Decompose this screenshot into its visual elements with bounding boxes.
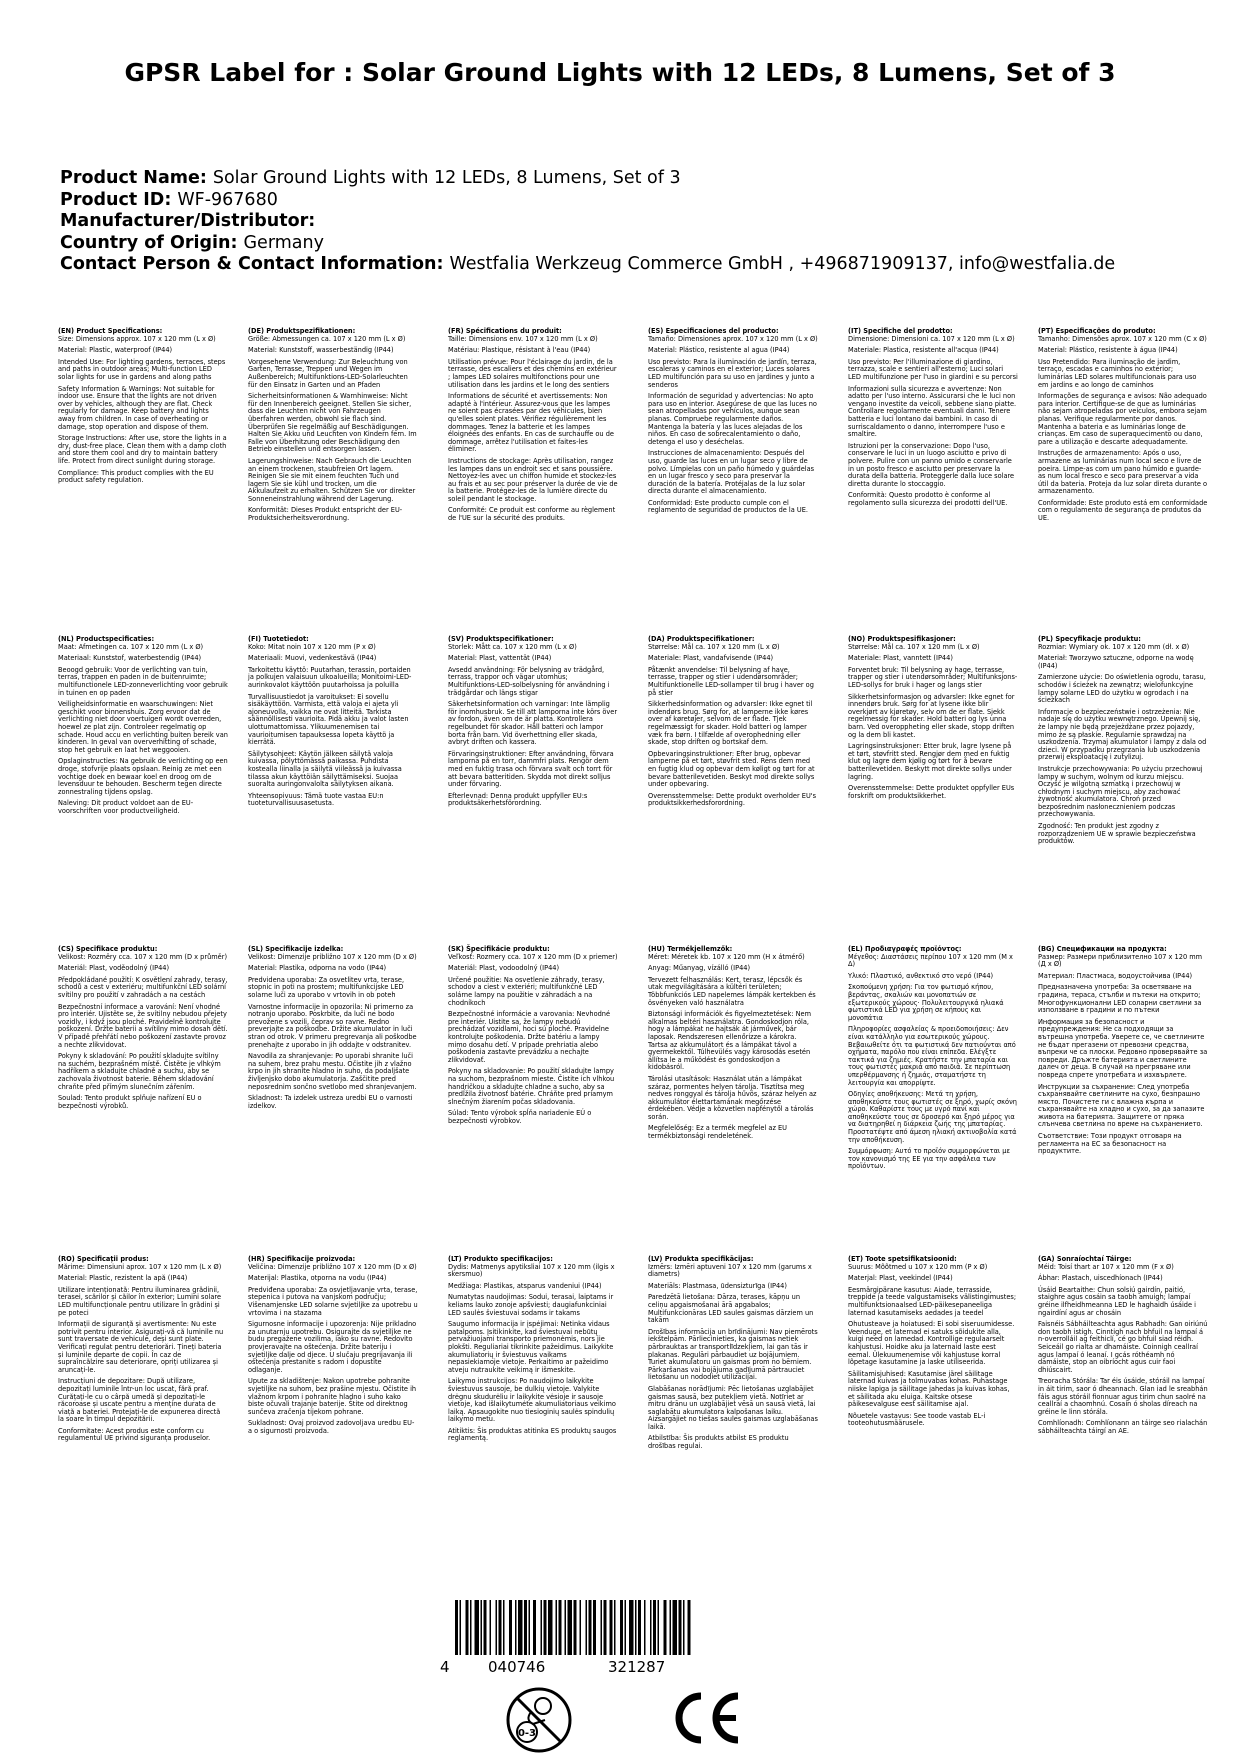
language-block-line: Treoracha Stórála: Tar éis úsáide, stóráil na lampaí in áit tirim, saor ó dheannach. Glan iad le sreabhán fáis agus stóráil fionnuar agus tirim chun saolré na ceallraí a chaomhnú. Cosain ó sholas díreach na gréine le linn stórála.: [1038, 1377, 1208, 1416]
barcode-bar: [614, 1600, 616, 1655]
language-block: [1038, 1256, 1208, 1439]
language-block-line: Πληροφορίες ασφαλείας & προειδοποιήσεις: Δεν είναι κατάλληλο για εσωτερικούς χώρους. Βεβαιωθείτε ότι τα φωτιστικά δεν πατιούνται από οχήματα, παρόλο που είναι επίπεδα. Ελέγξτε τακτικά για ζημιές. Κρατήστε την μπαταρία και τους φωτιστές μακριά από παιδιά. Σε περίπτωση υπερθέρμανσης ή ζημιάς, σταματήστε τη λειτουργία και απορρίψτε.: [848, 1025, 1016, 1087]
language-block-line: Conformità: Questo prodotto è conforme al regolamento sulla sicurezza dei prodotti dell'UE.: [848, 491, 1008, 507]
language-block: [58, 946, 228, 1114]
language-block-line: Atbilstība: Šis produkts atbilst ES produktu drošības regulai.: [648, 1434, 789, 1451]
language-block-line: Materiał: Tworzywo sztuczne, odporne na wodę (IP44): [1038, 654, 1194, 670]
barcode-bar: [635, 1600, 637, 1655]
document-title: GPSR Label for : Solar Ground Lights with 12 LEDs, 8 Lumens, Set of 3: [124, 58, 1116, 87]
barcode-bar: [683, 1600, 685, 1655]
language-block-heading: (BG) Спецификации на продукта:: [1038, 945, 1167, 953]
language-block-line: Materiale: Plast, vandafvisende (IP44): [648, 654, 774, 663]
language-block-line: Bezpečnostní informace a varování: Není vhodné pro interiér. Ujistěte se, že svítilny nebudou přejety vozidly, i když jsou ploché. Pravidelně kontrolujte poškození. Držte baterii a svítilny mimo dosah dětí. V případě přehřátí nebo poškození zastavte provoz a nechte zlikvidovat.: [58, 1002, 228, 1049]
barcode-bar: [518, 1600, 523, 1655]
language-block-line: Tarkoitettu käyttö: Puutarhan, terassin, portaiden ja polkujen valaisuun ulkoalueilla; Monitoimi-LED-aurinkovalot käyttöön puutarhoissa ja poluilla: [248, 665, 412, 689]
language-block-line: Méid: Toisí thart ar 107 x 120 mm (F x Ø): [1038, 1262, 1174, 1271]
barcode-bar: [568, 1600, 573, 1655]
language-block-line: Предназначена употреба: За осветяване на градина, тераса, стълби и пътеки на открито; Многофункционални LED соларни светлини за използване в градини и по пътеки: [1038, 983, 1202, 1015]
language-block: [448, 946, 618, 1129]
barcode-bar: [509, 1600, 512, 1655]
language-block-heading: (FR) Spécifications du produit:: [448, 327, 562, 335]
ce-mark-icon: [668, 1688, 744, 1748]
language-block-line: Säkerhetsinformation och varningar: Inte lämplig för inomhusbruk. Se till att lamporna inte körs över av fordon, även om de är platta. Kontrollera regelbundet för skador. Håll batteri och lampor borta från barn. Vid överhettning eller skada, avbryt driften och kassera.: [448, 700, 618, 747]
language-block: [848, 946, 1018, 1175]
origin-value: Germany: [243, 232, 324, 253]
product-id-label: Product ID:: [60, 189, 172, 210]
manufacturer-label: Manufacturer/Distributor:: [60, 211, 316, 231]
language-block-line: Súlad: Tento výrobok spĺňa nariadenie EÚ o bezpečnosti výrobkov.: [448, 1109, 592, 1125]
language-block-line: Comhlíonadh: Comhlíonann an táirge seo rialachán sábháilteachta táirgí an AE.: [1038, 1419, 1208, 1435]
barcode-bar: [679, 1600, 682, 1655]
language-block-line: Glabāšanas norādījumi: Pēc lietošanas uzglabājiet gaismas sausā, bez putekļiem vietā. Notīriet ar mitru drānu un uzglabājiet vēsā un sausā vietā, lai saglabātu akumulatora kalpošanas laiku. Aizsargājiet no tiešas saules gaismas uzglabāšanas laikā.: [648, 1384, 818, 1431]
language-block-line: Materiál: Plast, vodoodolný (IP44): [448, 964, 560, 973]
barcode-bar: [548, 1600, 553, 1655]
language-block-heading: (SL) Specifikacije izdelka:: [248, 945, 344, 953]
language-block-line: Izmērs: Izmēri aptuveni 107 x 120 mm (garums x diametrs): [648, 1262, 812, 1279]
language-block-line: Maat: Afmetingen ca. 107 x 120 mm (L x Ø): [58, 642, 204, 651]
language-block-line: Overensstemmelse: Dette produkt overholder EU's produktsikkerhedsforordning.: [648, 791, 817, 808]
barcode-bar: [653, 1600, 656, 1655]
barcode-bar: [593, 1600, 596, 1655]
language-block-line: Vorgesehene Verwendung: Zur Beleuchtung von Garten, Terrasse, Treppen und Wegen im Außenbereich; Multifunktions-LED-Solarleuchten für den Einsatz in Garten und an Pfaden: [248, 357, 408, 389]
barcode-bar: [589, 1600, 592, 1655]
language-block-line: Instructions de stockage: Après utilisation, rangez les lampes dans un endroit sec et sans poussière. Nettoyez-les avec un chiffon humide et stockez-les au frais et au sec pour préserver la durée de vie de la batterie. Protégez-les de la lumière directe du soleil pendant le stockage.: [448, 456, 618, 503]
language-block: [58, 636, 228, 819]
language-block: [1038, 636, 1208, 850]
language-block-line: Storage Instructions: After use, store the lights in a dry, dust-free place. Clean them with a damp cloth and store them cool and dry to maintain battery life. Protect from direct sunlight during storage.: [58, 434, 227, 465]
origin-row: [60, 233, 1180, 255]
language-block-line: Ábhar: Plastach, uiscedhíonach (IP44): [1038, 1274, 1163, 1283]
barcode-digits-right: 321287: [608, 1658, 666, 1676]
language-block: [848, 328, 1018, 511]
language-block: [448, 328, 618, 527]
language-block: [1038, 946, 1208, 1160]
language-block: [848, 636, 1018, 804]
language-block-line: Съответствие: Този продукт отговаря на регламента на ЕС за безопасност на продуктите.: [1038, 1132, 1182, 1156]
barcode-bar: [460, 1600, 462, 1655]
product-name-label: Product Name:: [60, 168, 207, 188]
language-block-line: Beoogd gebruik: Voor de verlichting van tuin, terras, trappen en paden in de buitenruimte; multifunctionele LED-zonneverlichting voor gebruik in tuinen en op paden: [58, 665, 228, 697]
language-block-line: Předpokládané použití: K osvětlení zahrady, terasy, schodů a cest v exteriéru; multifunkční LED solární svítilny pro použití v zahradách a na cestách: [58, 975, 228, 999]
language-block-line: Instrukcje przechowywania: Po użyciu przechowuj lampy w suchym, wolnym od kurzu miejscu. Oczyść je wilgotną szmatką i przechowuj w chłodnym i suchym miejscu, aby zachować żywotność akumulatora. Chroń przed bezpośrednim nasłonecznieniem podczas przechowywania.: [1038, 764, 1203, 819]
language-block-line: Numatytas naudojimas: Sodui, terasai, laiptams ir keliams lauko zonoje apšviesti; daugiafunkciniai LED saulės šviestuvai sodams ir takams: [448, 1293, 614, 1317]
language-block-line: Matériau: Plastique, résistant à l'eau (IP44): [448, 346, 591, 355]
language-block-line: Rozmiar: Wymiary ok. 107 x 120 mm (dł. x Ø): [1038, 642, 1190, 651]
language-block: [248, 636, 418, 812]
language-block-line: Materijal: Plastika, otporna na vodu (IP44): [248, 1274, 387, 1283]
language-block-line: Påtænkt anvendelse: Til belysning af have, terrasse, trapper og stier i udendørsområder; Multifunktionelle LED-sollamper til brug i haver og på stier: [648, 665, 814, 697]
language-block: [848, 1256, 1018, 1432]
language-block-line: Informações de segurança e avisos: Não adequado para interior. Certifique-se de que as luminárias não sejam atropeladas por veículos, embora sejam planas. Verifique regularmente por danos. Mantenha a bateria e as luminárias longe de crianças. Em caso de superaquecimento ou dano, pare a utilização e descarte adequadamente.: [1038, 392, 1207, 446]
language-block-heading: (ET) Toote spetsifikatsioonid:: [848, 1255, 957, 1263]
origin-label: Country of Origin:: [60, 232, 238, 253]
language-block-line: Intended Use: For lighting gardens, terraces, steps and paths in outdoor areas; Multi-function LED solar lights for use in gardens and along paths: [58, 357, 226, 381]
language-block-heading: (FI) Tuotetiedot:: [248, 635, 309, 643]
product-info: [60, 168, 1180, 276]
language-block-line: Tárolási utasítások: Használat után a lámpákat száraz, pormentes helyen tárolja. Tisztítsa meg nedves ronggyal és tárolja hűvös, száraz helyen az akkumulátor élettartamának megőrzése érdekében. Védje a közvetlen napfénytől a tárolás során.: [648, 1074, 817, 1121]
contact-label: Contact Person & Contact Information:: [60, 254, 444, 274]
barcode-bar: [541, 1600, 543, 1655]
language-block-line: Ohutusteave ja hoiatused: Ei sobi siseruumidesse. Veenduge, et laternad ei satuks sõidukite alla, kuigi need on lamedad. Kontrollige regulaarselt kahjustusi. Hoidke aku ja laternaid laste eest eemal. Ülekuumenemise või kahjustuse korral lõpetage kasutamine ja laske utiliseerida.: [848, 1320, 1015, 1367]
language-block-line: Predvidena uporaba: Za osvetlitev vrta, terase, stopnic in poti na prostem; multifunkcijske LED solarne luči za uporabo v vrtovih in ob poteh: [248, 975, 405, 999]
language-block-line: Varnostne informacije in opozorila: Ni primerno za notranjo uporabo. Poskrbite, da luči ne bodo prevožene s vozili, čeprav so ravne. Redno preverjajte za poškodbe. Držite akumulator in luči stran od otrok. V primeru pregrevanja ali poškodbe prenehajte z uporabo in jih oddajte v odstranitev.: [248, 1002, 417, 1049]
language-block-line: Säilytysohjeet: Käytön jälkeen säilytä valoja kuivassa, pölyttömässä paikassa. Puhdista kostealla liinalla ja säilytä viileässä ja kuivassa tilassa akun käyttöiän säilyttämiseksi. Suojaa suoralta auringonvalolta säilytyksen aikana.: [248, 749, 402, 789]
language-block-line: Materiaal: Kunststof, waterbestendig (IP44): [58, 654, 202, 663]
language-block: [1038, 328, 1208, 527]
language-block-line: Utilizare intenționată: Pentru iluminarea grădinii, terasei, scărilor și căilor în exterior; Lumini solare LED multifuncționale pentru utilizare în grădini și pe poteci: [58, 1285, 222, 1317]
language-block-heading: (ES) Especificaciones del producto:: [648, 327, 779, 335]
language-block-line: Material: Kunststoff, wasserbeständig (IP44): [248, 346, 394, 355]
language-block-line: Размер: Размери приблизително 107 x 120 mm (Д x Ø): [1038, 952, 1203, 969]
language-block-line: Konformität: Dieses Produkt entspricht der EU-Produktsicherheitsverordnung.: [248, 506, 403, 523]
barcode-bar: [586, 1600, 588, 1655]
language-block-heading: (PL) Specyfikacje produktu:: [1038, 635, 1141, 643]
language-block-line: Uso previsto: Para la iluminación de jardín, terraza, escaleras y caminos en el exterior; Luces solares LED multifunción para su uso en jardines y junto a senderos: [648, 357, 817, 389]
language-block-line: Dydis: Matmenys apytiksliai 107 x 120 mm (ilgis x skersmuo): [448, 1262, 615, 1279]
language-block-line: Pokyny k skladování: Po použití skladujte svítilny na suchém, bezprašném místě. Čistěte je vlhkým hadříkem a skladujte chladně a suchu, aby se zachovala životnost baterie. Během skladování chraňte před přímým slunečním zářením.: [58, 1052, 221, 1091]
barcode-bar: [620, 1600, 623, 1655]
language-block-line: Istruzioni per la conservazione: Dopo l'uso, conservare le luci in un luogo asciutto e privo di polvere. Pulire con un panno umido e conservarle in un posto fresco e asciutto per preservare la durata della batteria. Proteggerle dalla luce solare diretta durante lo stoccaggio.: [848, 441, 1015, 488]
language-block-line: Úsáid Beartaithe: Chun solsiú gairdín, paitió, staighre agus cosáin sa taobh amuigh; lampaí gréine ilfheidhmeanna LED le haghaidh úsáide i ngairdíní agus ar chosáin: [1038, 1285, 1196, 1317]
contact-row: [60, 254, 1180, 276]
language-block-line: Material: Plástico, resistente al agua (IP44): [648, 346, 790, 355]
language-block-heading: (EL) Προδιαγραφές προϊόντος:: [848, 945, 962, 953]
barcode-bar: [524, 1600, 527, 1655]
language-block-line: Saugumo informacija ir įspėjimai: Netinka vidaus patalpoms. Įsitikinkite, kad šviestuvai nebūtų pervažiuojami transporto priemonėmis, nors jie plokšti. Reguliariai tikrinkite pažeidimus. Laikykite akumuliatorių ir šviestuvus vaikams nepasiekiamoje vietoje. Perkaitimo ar pažeidimo atveju nutraukite veikimą ir išmeskite.: [448, 1320, 614, 1374]
barcode-bar: [455, 1600, 458, 1655]
barcode: [455, 1600, 691, 1655]
language-block-line: Förvaringsinstruktioner: Efter användning, förvara lamporna på en torr, dammfri plats. Rengör dem med en fuktig trasa och förvara svalt och torrt för att bevara batteritiden. Skydda mot direkt solljus under förvaring.: [448, 749, 614, 789]
language-block-line: Turvallisuustiedot ja varoitukset: Ei sovellu sisäkäyttöön. Varmista, että valoja ei ajeta yli ajoneuvolla, vaikka ne ovat litteitä. Tarkista säännöllisesti vaurioita. Pidä akku ja valot lasten ulottumattomissa. Ylikuumenemisen tai vaurioitumisen tapauksessa lopeta käyttö ja kierrätä.: [248, 692, 409, 747]
barcode-bar: [638, 1600, 641, 1655]
language-block-heading: (LV) Produkta specifikācijas:: [648, 1255, 754, 1263]
barcode-bar: [664, 1600, 667, 1655]
language-block-line: Megfelelőség: Ez a termék megfelel az EU termékbiztonsági rendeletének.: [648, 1124, 787, 1141]
language-block-line: Nõuetele vastavus: See toode vastab EL-i tooteohutusmäärusele.: [848, 1411, 986, 1428]
barcode-bar: [688, 1600, 691, 1655]
language-block-line: Opslaginstructies: Na gebruik de verlichting op een droge, stofvrije plaats opslaan. Reinig ze met een vochtige doek en bewaar koel en droog om de levensduur te behouden. Bescherm tegen directe zonnestraling tijdens opslag.: [58, 757, 228, 796]
language-block-line: Atitiktis: Šis produktas atitinka ES produktų saugos reglamentą.: [448, 1426, 617, 1443]
barcode-bar: [496, 1600, 498, 1655]
language-block-line: Materiál: Plast, voděodolný (IP44): [58, 964, 170, 973]
language-block-line: Информация за безопасност и предупреждения: Не са подходящи за вътрешна употреба. Уверете се, че светлините не бъдат прегазени от превозни средства, въпреки че са плоски. Редовно проверявайте за повреди. Дръжте батерията и светлините далеч от деца. В случай на прегряване или повреда спрете употребата и изхвърлете.: [1038, 1017, 1208, 1079]
language-block-line: Mărime: Dimensiuni aprox. 107 x 120 mm (L x Ø): [58, 1262, 222, 1271]
manufacturer-row: [60, 211, 1180, 233]
language-block-line: Safety Information & Warnings: Not suitable for indoor use. Ensure that the lights are not driven over by vehicles, although they are flat. Check regularly for damage. Keep battery and lights away from children. In case of overheating or damage, stop operation and dispose of them.: [58, 384, 217, 431]
language-block-line: Koko: Mitat noin 107 x 120 mm (P x Ø): [248, 642, 376, 651]
language-block-line: Suurus: Mõõtmed u 107 x 120 mm (P x Ø): [848, 1262, 988, 1271]
barcode-bar: [565, 1600, 567, 1655]
language-block: [248, 1256, 418, 1439]
barcode-bar: [475, 1600, 480, 1655]
barcode-bar: [481, 1600, 483, 1655]
language-block-line: Skladnost: Ta izdelek ustreza uredbi EU o varnosti izdelkov.: [248, 1094, 413, 1110]
barcode-bar: [673, 1600, 678, 1655]
language-block-line: Size: Dimensions approx. 107 x 120 mm (L x Ø): [58, 334, 216, 343]
barcode-bar: [644, 1600, 646, 1655]
language-block-line: Størrelse: Mål ca. 107 x 120 mm (L x Ø): [648, 642, 780, 651]
language-block-line: Συμμόρφωση: Αυτό το προϊόν συμμορφώνεται με τον κανονισμό της ΕΕ για την ασφάλεια των προϊόντων.: [848, 1147, 1011, 1171]
language-block-line: Größe: Abmessungen ca. 107 x 120 mm (L x Ø): [248, 334, 406, 343]
language-block-line: Informacje o bezpieczeństwie i ostrzeżenia: Nie nadaje się do użytku wewnętrznego. Upewnij się, że lampy nie będą przejeżdżane przez pojazdy, mimo że są płaskie. Regularnie sprawdzaj na uszkodzenia. Trzymaj akumulator i lampy z dala od dzieci. W przypadku przegrzania lub uszkodzenia przerwij eksploatację i zutylizuj.: [1038, 707, 1207, 762]
language-block-line: Velikost: Dimenzije približno 107 x 120 mm (D x Ø): [248, 952, 417, 961]
language-block-line: Veľkosť: Rozmery cca. 107 x 120 mm (D x priemer): [448, 952, 618, 961]
barcode-bar: [470, 1600, 472, 1655]
language-block-heading: (PT) Especificações do produto:: [1038, 327, 1156, 335]
language-block-line: Materiale: Plastica, resistente all'acqua (IP44): [848, 346, 999, 355]
language-block-heading: (DE) Produktspezifikationen:: [248, 327, 356, 335]
product-name-value: Solar Ground Lights with 12 LEDs, 8 Lumens, Set of 3: [212, 168, 681, 188]
language-block: [448, 636, 618, 812]
product-id-value: WF-967680: [177, 189, 278, 210]
language-block-line: Uso Pretendido: Para iluminação de jardim, terraço, escadas e caminhos no exterior; luminárias LED solares multifuncionais para uso em jardins e ao longo de caminhos: [1038, 357, 1197, 389]
language-block-line: Compliance: This product complies with the EU product safety regulation.: [58, 468, 214, 485]
language-block-line: Paredzētā lietošana: Dārza, terases, kāpņu un celiņu apgaismošanai ārā apgabalos; Multifunkcionāras LED saules gaismas dārziem un takām: [648, 1293, 814, 1325]
language-block: [648, 946, 818, 1145]
language-block-line: Material: Plast, vattentät (IP44): [448, 654, 552, 663]
language-block-line: Yhteensopivuus: Tämä tuote vastaa EU:n tuoteturvallisuusasetusta.: [248, 791, 384, 808]
language-block-line: Opbevaringsinstruktioner: Efter brug, opbevar lamperne på et tørt, støvfrit sted. Rens dem med en fugtig klud og opbevar dem køligt og tørt for at bevare batterilevetiden. Beskyt mod direkte sollys under opbevaring.: [648, 749, 815, 789]
language-block-line: Forventet bruk: Til belysning av hage, terrasse, trapper og stier i utendørsområder; Multifunksjons-LED-sollys for bruk i hager og langs stier: [848, 665, 1018, 689]
barcode-bar: [503, 1600, 505, 1655]
language-block-line: Soulad: Tento produkt splňuje nařízení EU o bezpečnosti výrobků.: [58, 1094, 202, 1110]
language-block-line: Faisnéis Sábháilteachta agus Rabhadh: Gan oiriúnú don taobh istigh. Cinntigh nach bhfuil na lampaí á n-overrolláil ag feithiclí, cé go bhfuil siad réidh. Seiceáil go rialta ar dhamáiste. Coinnigh ceallraí agus lampaí ó leanaí. I gcás róthéamh nó damáiste, stop an oibríocht agus cuir faoi dhiúscairt.: [1038, 1320, 1208, 1374]
language-block: [648, 328, 818, 519]
product-id-row: [60, 190, 1180, 212]
language-block-line: Conformidade: Este produto está em conformidade com o regulamento de segurança de produtos da UE.: [1038, 498, 1208, 523]
language-block-line: Instrucțiuni de depozitare: După utilizare, depozitați luminile într-un loc uscat, fără praf. Curățați-le cu o cârpă umedă și depozitați-le răcoroase și uscate pentru a menține durata de viață a bateriei. Protejați-le de expunerea directă la soare în timpul depozitării.: [58, 1377, 221, 1424]
language-block-line: Conformité: Ce produit est conforme au règlement de l'UE sur la sécurité des produits.: [448, 506, 616, 523]
language-block-heading: (RO) Specificații produs:: [58, 1255, 149, 1263]
barcode-bar: [601, 1600, 603, 1655]
language-block-line: Instrucciones de almacenamiento: Después del uso, guarde las luces en un lugar seco y libre de polvo. Límpielas con un paño húmedo y guárdelas en un lugar fresco y seco para preservar la duración de la batería. Protéjalas de la luz solar directa durante el almacenamiento.: [648, 449, 815, 496]
language-block-line: Bezpečnostné informácie a varovania: Nevhodné pre interiér. Uistite sa, že lampy nebudú prechádzať vozidlami, hoci sú ploché. Pravidelne kontrolujte poškodenia. Držte batériu a lampy mimo dosahu detí. V prípade prehriatia alebo poškodenia zastavte prevádzku a nechajte zlikvidovať.: [448, 1010, 611, 1064]
language-block-line: Utilisation prévue: Pour l'éclairage du jardin, de la terrasse, des escaliers et des chemins en extérieur ; lampes LED solaires multifonctions pour une utilisation dans les jardins et le long des sentiers: [448, 357, 617, 389]
barcode-bar: [650, 1600, 652, 1655]
language-block-heading: (NO) Produktspesifikasjoner:: [848, 635, 956, 643]
language-block-line: Størrelse: Mål ca. 107 x 120 mm (L x Ø): [848, 642, 980, 651]
barcode-bar: [466, 1600, 469, 1655]
language-block-line: Velikost: Rozměry cca. 107 x 120 mm (D x průměr): [58, 952, 228, 961]
language-block: [648, 1256, 818, 1455]
language-block-line: Información de seguridad y advertencias: No apto para uso en interior. Asegúrese de que las luces no sean atropelladas por vehículos, aunque sean planas. Compruebe regularmente daños. Mantenga la batería y las luces alejadas de los niños. En caso de sobrecalentamiento o daño, detenga el uso y deséchelas.: [648, 392, 817, 446]
language-block-line: Drošības informācija un brīdinājumi: Nav piemērots iekštelpām. Pārliecinieties, ka gaismas netiek pārbrauktas ar transportlīdzekļiem, lai gan tās ir plakanas. Regulāri pārbaudiet uz bojājumiem. Turiet akumulatoru un gaismas prom no bērniem. Pārkaršanas vai bojājuma gadījumā pārtrauciet lietošanu un nododiet utilizācijai.: [648, 1327, 818, 1382]
barcode-bar: [499, 1600, 502, 1655]
language-block-line: Tervezett felhasználás: Kert, terasz, lépcsők és utak megvilágítására a kültéri területen; Többfunkciós LED napelemes lámpák kertekben és ösvényeken való használatra: [648, 975, 816, 1007]
barcode-bar: [580, 1600, 582, 1655]
barcode-bar: [629, 1600, 634, 1655]
language-block-line: Sukladnost: Ovaj proizvod zadovoljava uredbu EU-a o sigurnosti proizvoda.: [248, 1419, 415, 1435]
language-block-line: Sigurnosne informacije i upozorenja: Nije prikladno za unutarnju upotrebu. Osigurajte da svjetiljke ne budu pregažene vozilima, iako su ravne. Redovito provjeravajte na oštećenja. Držite bateriju i svjetiljke dalje od djece. U slučaju pregrijavanja ili oštećenja prestanite s radom i dopustite odlaganje.: [248, 1320, 417, 1374]
barcode-bar: [610, 1600, 613, 1655]
language-block: [58, 328, 228, 489]
barcode-bar: [533, 1600, 536, 1655]
language-block-line: Σκοπούμενη χρήση: Για τον φωτισμό κήπου, βεράντας, σκαλιών και μονοπατιών σε εξωτερικούς χώρους· Πολυλειτουργικά ηλιακά φωτιστικά LED για χρήση σε κήπους και μονοπάτια: [848, 983, 1004, 1022]
language-block-line: Navodila za shranjevanje: Po uporabi shranite luči na suhem, brez prahu mestu. Očistite jih z vlažno krpo in jih shranite hladno in suho, da podaljšate življenjsko dobo akumulatorja. Zaščitite pred neposrednim sončno svetlobo med shranjevanjem.: [248, 1052, 417, 1091]
age-range-label: 0-3: [517, 1728, 537, 1739]
barcode-bar: [574, 1600, 577, 1655]
language-block-line: Pokyny na skladovanie: Po použití skladujte lampy na suchom, bezprašnom mieste. Čistite ich vlhkou handričkou a skladujte chladne a sucho, aby sa predĺžila životnosť batérie. Chráňte pred priamym slnečným žiarením počas skladovania.: [448, 1067, 615, 1106]
language-block-line: Naleving: Dit product voldoet aan de EU-voorschriften voor productveiligheid.: [58, 799, 194, 815]
language-block-line: Conformitate: Acest produs este conform cu regulamentul UE privind siguranța produselor.: [58, 1426, 211, 1443]
language-block: [448, 1256, 618, 1447]
barcode-bar: [559, 1600, 562, 1655]
barcode-bar: [515, 1600, 517, 1655]
barcode-bar: [529, 1600, 531, 1655]
language-block-line: Sikkerhedsinformation og advarsler: Ikke egnet til indendørs brug. Sørg for, at lamperne ikke køres over af køretøjer, selvom de er flade. Tjek regelmæssigt for skader. Hold batteri og lamper væk fra børn. I tilfælde af overophedning eller skade, stop driften og bortskaf dem.: [648, 700, 813, 747]
language-block-line: Materiale: Plast, vanntett (IP44): [848, 654, 953, 663]
barcode-bar: [484, 1600, 487, 1655]
language-block-line: Eesmärgipärane kasutus: Aiade, terrasside, treppide ja teede valgustamiseks välistingimustes; multifunktsionaalsed LED-päikesepaneeliga laternad kasutamiseks aedades ja teedel: [848, 1285, 1017, 1317]
language-block-line: Upute za skladištenje: Nakon upotrebe pohranite svjetiljke na suhom, bez prašine mjestu. Očistite ih vlažnom krpom i pohranite hladno i suho kako biste očuvali trajanje baterije. Štite od direktnog sunčeva zračenja tijekom pohrane.: [248, 1377, 417, 1416]
barcode-bar: [604, 1600, 607, 1655]
language-block-line: Material: Plastic, rezistent la apă (IP44): [58, 1274, 188, 1283]
barcode-bar: [490, 1600, 492, 1655]
language-block-line: Sikkerhetsinformasjon og advarsler: Ikke egnet for innendørs bruk. Sørg for at lysene ikke blir overkjørt av kjøretøy, selv om de er flate. Sjekk regelmessig for skader. Hold batteri og lys unna barn. Ved overoppheting eller skade, stopp driften og la dem bli kastet.: [848, 692, 1015, 739]
language-block-line: Материал: Пластмаса, водоустойчива (IP44): [1038, 971, 1193, 980]
language-block: [248, 328, 418, 527]
language-block: [58, 1256, 228, 1447]
language-block-line: Zgodność: Ten produkt jest zgodny z rozporządzeniem UE w sprawie bezpieczeństwa produktów.: [1038, 822, 1196, 846]
barcode-bar: [670, 1600, 672, 1655]
language-block-line: Medžiaga: Plastikas, atsparus vandeniui (IP44): [448, 1281, 602, 1290]
language-block-line: Υλικό: Πλαστικό, ανθεκτικό στο νερό (IP44): [848, 971, 994, 980]
language-block-heading: (DA) Produktspecifikationer:: [648, 635, 755, 643]
language-block-line: Taille: Dimensions env. 107 x 120 mm (L x Ø): [448, 334, 598, 343]
language-block-line: Lagringsinstruksjoner: Etter bruk, lagre lysene på et tørt, støvfritt sted. Rengjør dem med en fuktig klut og lagre dem kjølig og tørt for å bevare batterilevetiden. Beskytt mot direkte sollys under lagring.: [848, 742, 1012, 781]
language-block-line: Zamierzone użycie: Do oświetlenia ogrodu, tarasu, schodów i ścieżek na zewnątrz; wielofunkcyjne lampy solarne LED do użytku w ogrodach i na ścieżkach: [1038, 673, 1206, 705]
age-0-3-warning-icon: [505, 1686, 573, 1754]
language-block-line: Určené použitie: Na osvetlenie záhrady, terasy, schodov a ciest v exteriéri; multifunkčné LED solárne lampy na použitie v záhradách a na chodníkoch: [448, 975, 605, 1007]
contact-value: Westfalia Werkzeug Commerce GmbH , +496871909137, info@westfalia.de: [449, 254, 1116, 274]
language-block-line: Tamaño: Dimensiones aprox. 107 x 120 mm (L x Ø): [648, 334, 818, 343]
language-block-line: Overensstemmelse: Dette produktet oppfyller EUs forskrift om produktsikkerhet.: [848, 784, 1015, 800]
language-block-heading: (NL) Productspecificaties:: [58, 635, 155, 643]
language-block-heading: (LT) Produkto specifikacijos:: [448, 1255, 553, 1263]
language-block-line: Predviđena uporaba: Za osvjetljavanje vrta, terase, stepenica i putova na vanjskom području; Višenamjenske LED solarne svjetiljke za upotrebu u vrtovima i na stazama: [248, 1285, 418, 1317]
language-block-line: Biztonsági információk és figyelmeztetések: Nem alkalmas beltéri használatra. Gondoskodjon róla, hogy a lámpákat ne hajtsák át járművek, bár laposak. Rendszeresen ellenőrizze a károkra. Tartsa az akkumulátort és a lámpákat távol a gyermekektől. Túlhevülés vagy károsodás esetén állítsa le a működést és gondoskodjon a kidobásról.: [648, 1010, 812, 1072]
language-block: [248, 946, 418, 1114]
language-block-line: Materiaali: Muovi, vedenkestävä (IP44): [248, 654, 377, 663]
language-block-line: Informații de siguranță și avertismente: Nu este potrivit pentru interior. Asigurați-vă că luminile nu sunt traversate de vehicule, deși sunt plate. Verificați regulat pentru deteriorări. Țineți bateria și luminile departe de copii. În caz de supraîncălzire sau deteriorare, opriți utilizarea și aruncați-le.: [58, 1320, 224, 1374]
language-block-line: Méret: Méretek kb. 107 x 120 mm (H x átmérő): [648, 952, 805, 961]
language-block-line: Dimensione: Dimensioni ca. 107 x 120 mm (L x Ø): [848, 334, 1015, 343]
language-block-line: Veiligheidsinformatie en waarschuwingen: Niet geschikt voor binnenshuis. Zorg ervoor dat de verlichting niet door voertuigen wordt overreden, hoewel ze plat zijn. Controleer regelmatig op schade. Houd accu en verlichting buiten bereik van kinderen. In geval van oververhitting of schade, stop het gebruik en laat het weggooien.: [58, 700, 228, 754]
language-block-line: Material: Plastika, odporna na vodo (IP44): [248, 964, 387, 973]
language-block-line: Μέγεθος: Διαστάσεις περίπου 107 x 120 mm (Μ x Δ): [848, 952, 1013, 969]
language-block-line: Informazioni sulla sicurezza e avvertenze: Non adatto per l'uso interno. Assicurarsi che le luci non vengano investite da veicoli, sebbene siano piatte. Controllare regolarmente eventuali danni. Tenere batteria e luci lontano dai bambini. In caso di surriscaldamento o danno, interrompere l'uso e smaltire.: [848, 384, 1017, 439]
language-block-line: Veličina: Dimenzije približno 107 x 120 mm (D x Ø): [248, 1262, 417, 1271]
language-block-heading: (HR) Specifikacije proizvoda:: [248, 1255, 356, 1263]
barcode-bar: [658, 1600, 660, 1655]
language-block-line: Laikymo instrukcijos: Po naudojimo laikykite šviestuvus sausoje, be dulkių vietoje. Valykite drėgnu skudurėliu ir laikykite vėsioje ir sausoje vietoje, kad išlaikytumėte akumuliatoriaus veikimo laiką. Apsaugokite nuo tiesioginių saulės spindulių laikymo metu.: [448, 1377, 616, 1424]
barcode-digit-first: 4: [440, 1658, 450, 1676]
language-block-line: Materjal: Plast, veekindel (IP44): [848, 1274, 953, 1283]
language-block-line: Инструкции за съхранение: След употреба съхранявайте светлините на сухо, безпрашно място. Почистете ги с влажна кърпа и съхранявайте на хладно и сухо, за да запазите живота на батерията. Защитете от пряка слънчева светлина по време на съхранението.: [1038, 1082, 1205, 1129]
language-block-line: Avsedd användning: För belysning av trädgård, terrass, trappor och vägar utomhus; Multifunktions-LED-solbelysning för användning i trädgårdar och längs stigar: [448, 665, 610, 697]
language-block-line: Uso previsto: Per l'illuminazione di giardino, terrazza, scale e sentieri all'esterno; Luci solari LED multifunzione per l'uso in giardini e su percorsi: [848, 357, 1018, 381]
language-block-heading: (IT) Specifiche del prodotto:: [848, 327, 953, 335]
language-block-heading: (CS) Specifikace produktu:: [58, 945, 158, 953]
barcode-bar: [544, 1600, 547, 1655]
language-block-line: Οδηγίες αποθήκευσης: Μετά τη χρήση, αποθηκεύστε τους φωτιστές σε ξηρό, χωρίς σκόνη χώρο. Καθαρίστε τους με υγρό πανί και αποθηκεύστε τους σε δροσερό και ξηρό μέρος για να διατηρηθεί η διάρκεια ζωής της μπαταρίας. Προστατέψτε από άμεση ηλιακή ακτινοβολία κατά την αποθήκευση.: [848, 1090, 1017, 1144]
language-block-line: Sicherheitsinformationen & Warnhinweise: Nicht für den Innenbereich geeignet. Stellen Sie sicher, dass die Leuchten nicht von Fahrzeugen überfahren werden, obwohl sie flach sind. Überprüfen Sie regelmäßig auf Beschädigungen. Halten Sie Akku und Leuchten von Kindern fern. Im Falle von Überhitzung oder Beschädigung den Betrieb einstellen und entsorgen lassen.: [248, 392, 417, 454]
language-block-line: Anyag: Műanyag, vízálló (IP44): [648, 964, 751, 973]
language-block-line: Lagerungshinweise: Nach Gebrauch die Leuchten an einem trockenen, staubfreien Ort lagern. Reinigen Sie sie mit einem feuchten Tuch und lagern Sie sie kühl und trocken, um die Akkulaufzeit zu erhalten. Schützen Sie vor direkter Sonneneinstrahlung während der Lagerung.: [248, 456, 416, 503]
language-block-line: Säilitamisjuhised: Kasutamise järel säilitage laternad kuivas ja tolmuvabas kohas. Puhastage niiske lapiga ja säilitage jahedas ja kuivas kohas, et säilitada aku eluiga. Kaitske otsese päikesevalguse eest säilitamise ajal.: [848, 1369, 1010, 1409]
language-block-line: Informations de sécurité et avertissements: Non adapté à l'intérieur. Assurez-vous que les lampes ne soient pas écrasées par des véhicules, bien qu'elles soient plates. Vérifiez régulièrement les dommages. Tenez la batterie et les lampes éloignées des enfants. En cas de surchauffe ou de dommage, arrêtez l'utilisation et faites-les éliminer.: [448, 392, 614, 454]
product-name-row: [60, 168, 1180, 190]
language-block-line: Storlek: Mått ca. 107 x 120 mm (L x Ø): [448, 642, 577, 651]
language-block-heading: (HU) Termékjellemzők:: [648, 945, 733, 953]
language-block-heading: (SV) Produktspecifikationer:: [448, 635, 554, 643]
language-block-line: Efterlevnad: Denna produkt uppfyller EU:s produktsäkerhetsförordning.: [448, 791, 588, 808]
language-block-line: Materiāls: Plastmasa, ūdensizturīga (IP44): [648, 1281, 787, 1290]
language-block-line: Material: Plástico, resistente à água (IP44): [1038, 346, 1178, 355]
language-block-line: Tamanho: Dimensões aprox. 107 x 120 mm (C x Ø): [1038, 334, 1207, 343]
language-block: [648, 636, 818, 812]
language-block-heading: (GA) Sonraíochtaí Táirge:: [1038, 1255, 1132, 1263]
language-block-line: Instruções de armazenamento: Após o uso, armazene as luminárias num local seco e livre de poeira. Limpe-as com um pano húmido e guarde-as num local fresco e seco para preservar a vida útil da bateria. Proteja da luz solar direta durante o armazenamento.: [1038, 449, 1208, 496]
barcode-bar: [625, 1600, 627, 1655]
language-block-line: Material: Plastic, waterproof (IP44): [58, 346, 173, 355]
language-block-heading: (EN) Product Specifications:: [58, 327, 163, 335]
barcode-bar: [556, 1600, 558, 1655]
barcode-digits-left: 040746: [488, 1658, 546, 1676]
language-block-heading: (SK) Špecifikácie produktu:: [448, 945, 550, 953]
language-block-line: Conformidad: Este producto cumple con el reglamento de seguridad de productos de la UE.: [648, 498, 808, 515]
